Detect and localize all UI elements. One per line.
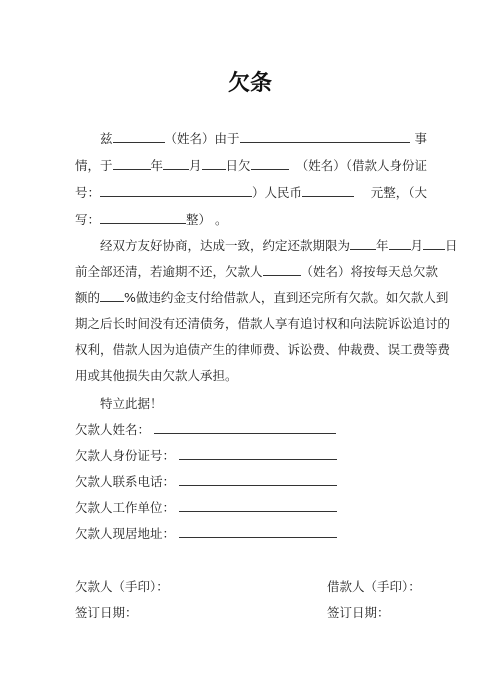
text-year: 年: [150, 158, 164, 173]
field-label: 欠款人身份证号：: [75, 448, 176, 463]
text-creditor-id: （姓名）（借款人身份证: [295, 158, 427, 173]
debtor-date-label: 签订日期：: [75, 605, 138, 620]
blank-reason: [240, 130, 410, 143]
text-agreement: 经双方友好协商，达成一致，约定还款期限为: [100, 238, 351, 253]
field-debtor-address: [75, 525, 337, 542]
field-blank: [179, 525, 337, 538]
document-title: 欠条: [227, 71, 272, 96]
blank-due-day: [423, 237, 445, 250]
blank-id-number: [100, 184, 252, 197]
creditor-signature-label: 借款人（手印）：: [327, 579, 421, 594]
field-blank: [179, 499, 337, 512]
debtor-signature-label: 欠款人（手印）：: [75, 579, 169, 594]
field-blank: [179, 473, 337, 486]
text-due-day: 日: [445, 238, 458, 253]
blank-due-month: [389, 237, 411, 250]
text-penalty-clause: %做违约金支付给借款人，直到还完所有欠款。如欠款人到: [124, 290, 449, 305]
text-shi: 事: [414, 131, 427, 146]
paragraph-2-line-6: 用或其他损失由欠款人承担。: [75, 368, 238, 383]
paragraph-2-line-2: [75, 263, 439, 280]
field-blank: [154, 421, 336, 434]
text-zi: 兹: [100, 131, 113, 146]
field-label: 欠款人联系电话：: [75, 474, 176, 489]
text-daily-penalty: （姓名）将按每天总欠款: [300, 264, 439, 279]
blank-month: [163, 157, 189, 170]
field-debtor-phone: [75, 473, 337, 490]
blank-penalty-rate: [100, 289, 124, 302]
text-yuan: 元整，（大: [370, 185, 427, 200]
paragraph-1-line-1: [75, 130, 427, 147]
text-month: 月: [189, 158, 202, 173]
creditor-date-label: 签订日期：: [327, 605, 390, 620]
text-day-owe: 日欠: [225, 158, 251, 173]
blank-debtor-name: [263, 263, 301, 276]
blank-amount: [302, 184, 354, 197]
field-label: 欠款人现居地址：: [75, 526, 176, 541]
paragraph-1-line-3: [75, 184, 427, 201]
text-rmb: ）人民币: [252, 185, 303, 200]
paragraph-1-line-4: [75, 211, 427, 228]
field-debtor-name: [75, 421, 336, 438]
field-label: 欠款人姓名：: [75, 422, 151, 437]
text-qing-yu: 情，于: [75, 158, 113, 173]
paragraph-1-line-2: [75, 157, 427, 174]
blank-name: [113, 130, 165, 143]
text-name-reason: （姓名）由于: [164, 131, 240, 146]
closing-statement: 特立此据！: [100, 396, 163, 411]
text-zheng: 整） 。: [186, 212, 228, 227]
text-xie: 写：: [75, 212, 101, 227]
field-blank: [179, 447, 337, 460]
blank-day: [202, 157, 226, 170]
text-e-de: 额的: [75, 290, 101, 305]
field-label: 欠款人工作单位：: [75, 500, 176, 515]
text-hao: 号：: [75, 185, 101, 200]
blank-creditor-name: [251, 157, 289, 170]
blank-year: [113, 157, 151, 170]
paragraph-2-line-3: [75, 289, 449, 306]
paragraph-2-line-1: [75, 237, 458, 254]
field-debtor-id: [75, 447, 337, 464]
text-due-year: 年: [376, 238, 389, 253]
field-debtor-employer: [75, 499, 337, 516]
text-due-month: 月: [410, 238, 424, 253]
text-overdue: 前全部还清，若逾期不还，欠款人: [75, 264, 263, 279]
paragraph-2-line-4: 期之后长时间没有还清债务，借款人享有追讨权和向法院诉讼追讨的: [75, 316, 451, 331]
blank-due-year: [350, 237, 376, 250]
paragraph-2-line-5: 权利，借款人因为追债产生的律师费、诉讼费、仲裁费、误工费等费: [75, 342, 451, 357]
blank-amount-words: [100, 211, 186, 224]
